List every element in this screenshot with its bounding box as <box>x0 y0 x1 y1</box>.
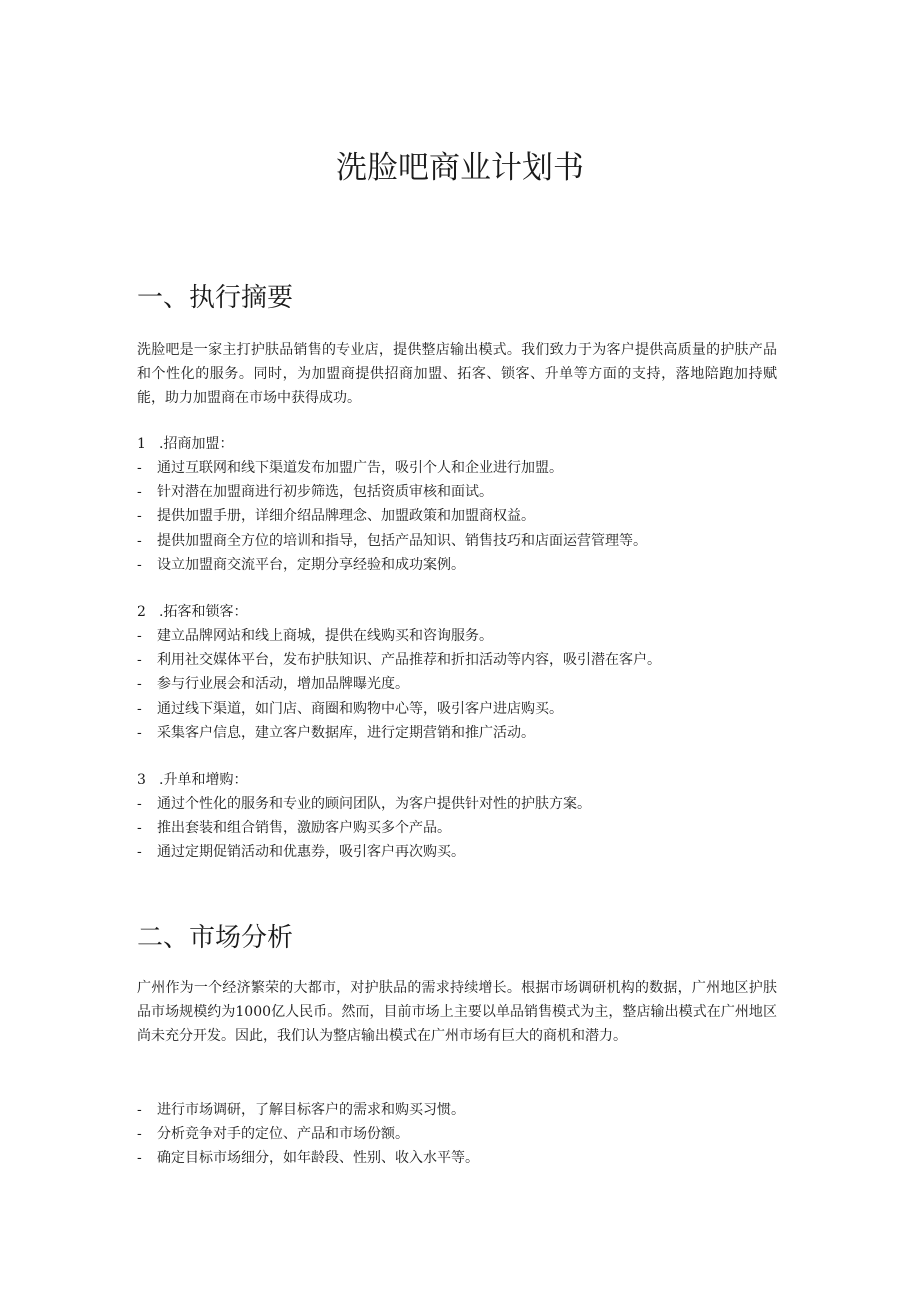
list-item: - 针对潜在加盟商进行初步筛选，包括资质审核和面试。 <box>137 480 797 504</box>
list-number: 2 <box>137 604 146 620</box>
dash-marker: - <box>137 628 142 644</box>
dash-marker: - <box>137 676 142 693</box>
dash-marker: - <box>137 844 142 861</box>
dash-marker: - <box>137 700 142 717</box>
dash-marker: - <box>137 508 142 525</box>
list-item: - 提供加盟商全方位的培训和指导，包括产品知识、销售技巧和店面运营管理等。 <box>137 529 797 553</box>
list-item: - 建立品牌网站和线上商城，提供在线购买和咨询服务。 <box>137 624 797 648</box>
list-heading-upsell <box>137 768 247 792</box>
section-heading-executive-summary: 一、执行摘要 <box>137 283 294 313</box>
upsell-list <box>137 792 797 865</box>
market-analysis-list <box>137 1098 797 1171</box>
list-heading-label: .招商加盟： <box>159 436 234 452</box>
list-item: - 采集客户信息，建立客户数据库，进行定期营销和推广活动。 <box>137 721 797 745</box>
list-number: 1 <box>137 436 146 452</box>
dash-marker: - <box>137 652 142 669</box>
dash-marker: - <box>137 796 142 812</box>
list-heading-franchise <box>137 432 233 456</box>
list-item: - 通过互联网和线下渠道发布加盟广告，吸引个人和企业进行加盟。 <box>137 456 797 480</box>
dash-marker: - <box>137 1150 142 1167</box>
list-item: - 进行市场调研，了解目标客户的需求和购买习惯。 <box>137 1098 797 1122</box>
list-item: - 确定目标市场细分，如年龄段、性别、收入水平等。 <box>137 1146 797 1170</box>
section-heading-market-analysis: 二、市场分析 <box>137 923 294 953</box>
executive-summary-paragraph: 洗脸吧是一家主打护肤品销售的专业店，提供整店输出模式。我们致力于为客户提供高质量的护肤产品和个性化的服务。同时，为加盟商提供招商加盟、拓客、锁客、升单等方面的支持，落地陪跑加持赋能，助力加盟商在市场中获得成功。 <box>137 342 777 406</box>
list-item: - 设立加盟商交流平台，定期分享经验和成功案例。 <box>137 553 797 577</box>
list-item: - 通过个性化的服务和专业的顾问团队，为客户提供针对性的护肤方案。 <box>137 792 797 816</box>
document-title: 洗脸吧商业计划书 <box>336 150 584 186</box>
dash-marker: - <box>137 1126 142 1143</box>
dash-marker: - <box>137 484 142 501</box>
dash-marker: - <box>137 724 142 741</box>
list-item: - 通过定期促销活动和优惠券，吸引客户再次购买。 <box>137 840 797 864</box>
dash-marker: - <box>137 556 142 573</box>
dash-marker: - <box>137 1102 142 1118</box>
list-item: - 分析竞争对手的定位、产品和市场份额。 <box>137 1122 797 1146</box>
list-number: 3 <box>137 772 146 788</box>
list-item: - 通过线下渠道，如门店、商圈和购物中心等，吸引客户进店购买。 <box>137 697 797 721</box>
dash-marker: - <box>137 460 142 476</box>
list-item: - 利用社交媒体平台，发布护肤知识、产品推荐和折扣活动等内容，吸引潜在客户。 <box>137 648 797 672</box>
list-item: - 提供加盟手册，详细介绍品牌理念、加盟政策和加盟商权益。 <box>137 504 797 528</box>
franchise-list <box>137 456 797 577</box>
customer-acquisition-list <box>137 624 797 745</box>
dash-marker: - <box>137 820 142 837</box>
list-item: - 参与行业展会和活动，增加品牌曝光度。 <box>137 672 797 696</box>
list-heading-label: .升单和增购： <box>159 772 248 788</box>
list-heading-label: .拓客和锁客： <box>159 604 248 620</box>
list-heading-customer-acquisition <box>137 600 247 624</box>
market-analysis-paragraph: 广州作为一个经济繁荣的大都市，对护肤品的需求持续增长。根据市场调研机构的数据，广州地区护肤品市场规模约为1000亿人民币。然而，目前市场上主要以单品销售模式为主，整店输出模式在广州地区尚未充分开发。因此，我们认为整店输出模式在广州市场有巨大的商机和潜力。 <box>137 980 777 1044</box>
list-item: - 推出套装和组合销售，激励客户购买多个产品。 <box>137 816 797 840</box>
dash-marker: - <box>137 532 142 549</box>
